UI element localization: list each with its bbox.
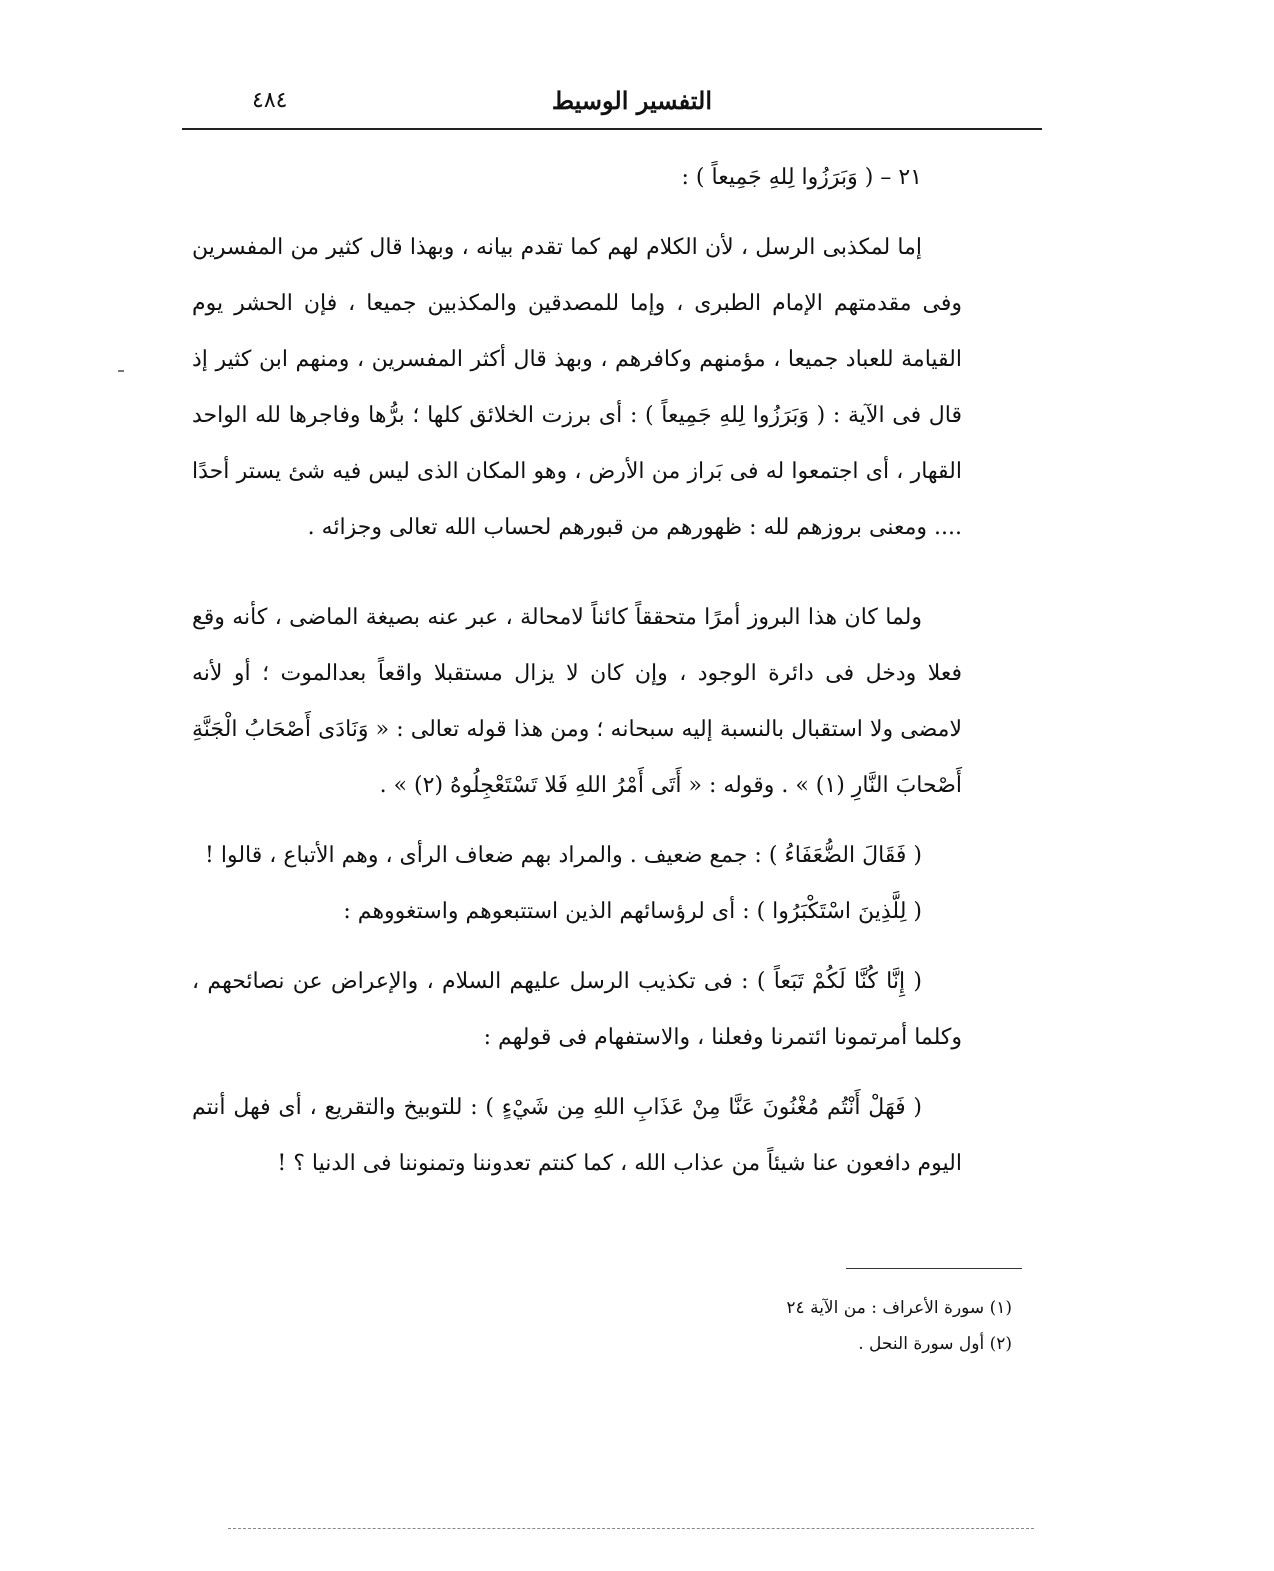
running-title: التفسير الوسيط <box>551 86 712 115</box>
paragraph-question: ( فَهَلْ أَنْتُم مُغْنُونَ عَنَّا مِنْ عَذَابِ اللهِ مِن شَيْءٍ ) : للتوبيخ والتقريع ، أى فهل أنتم اليوم دافعون عنا شيئاً من عذاب الله ، كما كنتم تعدوننا وتمنوننا فى الدنيا ؟ ! <box>192 1095 962 1176</box>
paragraph-commentary-2: ولما كان هذا البروز أمرًا متحققاً كائناً لامحالة ، عبر عنه بصيغة الماضى ، كأنه وقع فعلا ودخل فى دائرة الوجود ، وإن كان لا يزال مستقبلا واقعاً بعدالموت ؛ أو لأنه لامضى ولا استقبال بالنسبة إليه سبحانه ؛ ومن هذا قوله تعالى : « وَنَادَى أَصْحَابُ الْجَنَّةِ أَصْحابَ النَّارِ (١) » . وقوله : « أَتَى أَمْرُ اللهِ فَلا تَسْتَعْجِلُوهُ (٢) » . <box>192 605 962 798</box>
paragraph-weak-ones: ( فَقَالَ الضُّعَفَاءُ ) : جمع ضعيف . والمراد بهم ضعاف الرأى ، وهم الأتباع ، قالوا ! <box>205 843 922 868</box>
scan-mark <box>118 370 124 372</box>
footnote-1: (١) سورة الأعراف : من الآية ٢٤ <box>786 1298 1012 1318</box>
page-header <box>182 82 1042 126</box>
footnote-rule <box>846 1268 1022 1269</box>
page-number: ٤٨٤ <box>252 88 288 113</box>
spacer <box>192 1066 962 1080</box>
footnotes <box>786 1290 1012 1362</box>
body-text <box>192 150 962 1192</box>
footnote-2: (٢) أول سورة النحل . <box>858 1334 1012 1354</box>
verse-heading-21: ٢١ – ( وَبَرَزُوا لِلهِ جَمِيعاً ) : <box>681 165 922 190</box>
bottom-scan-edge <box>228 1528 1034 1529</box>
header-rule <box>182 128 1042 130</box>
spacer <box>192 940 962 954</box>
spacer <box>192 814 962 828</box>
spacer <box>192 206 962 220</box>
paragraph-arrogant: ( لِلَّذِينَ اسْتَكْبَرُوا ) : أى لرؤسائهم الذين استتبعوهم واستغووهم : <box>343 899 922 924</box>
spacer <box>192 556 962 590</box>
paragraph-followers: ( إِنَّا كُنَّا لَكُمْ تَبَعاً ) : فى تكذيب الرسل عليهم السلام ، والإعراض عن نصائحهم ، وكلما أمرتمونا ائتمرنا وفعلنا ، والاستفهام فى قولهم : <box>192 969 962 1050</box>
paragraph-commentary-1: إما لمكذبى الرسل ، لأن الكلام لهم كما تقدم بيانه ، وبهذا قال كثير من المفسرين وفى مقدمتهم الإمام الطبرى ، وإما للمصدقين والمكذبين جميعا ، فإن الحشر يوم القيامة للعباد جميعا ، مؤمنهم وكافرهم ، وبهذ قال أكثر المفسرين ، ومنهم ابن كثير إذ قال فى الآية : ( وَبَرَزُوا لِلهِ جَمِيعاً ) : أى برزت الخلائق كلها ؛ برُّها وفاجرها لله الواحد القهار ، أى اجتمعوا له فى بَراز من الأرض ، وهو المكان الذى ليس فيه شئ يستر أحدًا .... ومعنى بروزهم لله : ظهورهم من قبورهم لحساب الله تعالى وجزائه . <box>192 235 962 540</box>
